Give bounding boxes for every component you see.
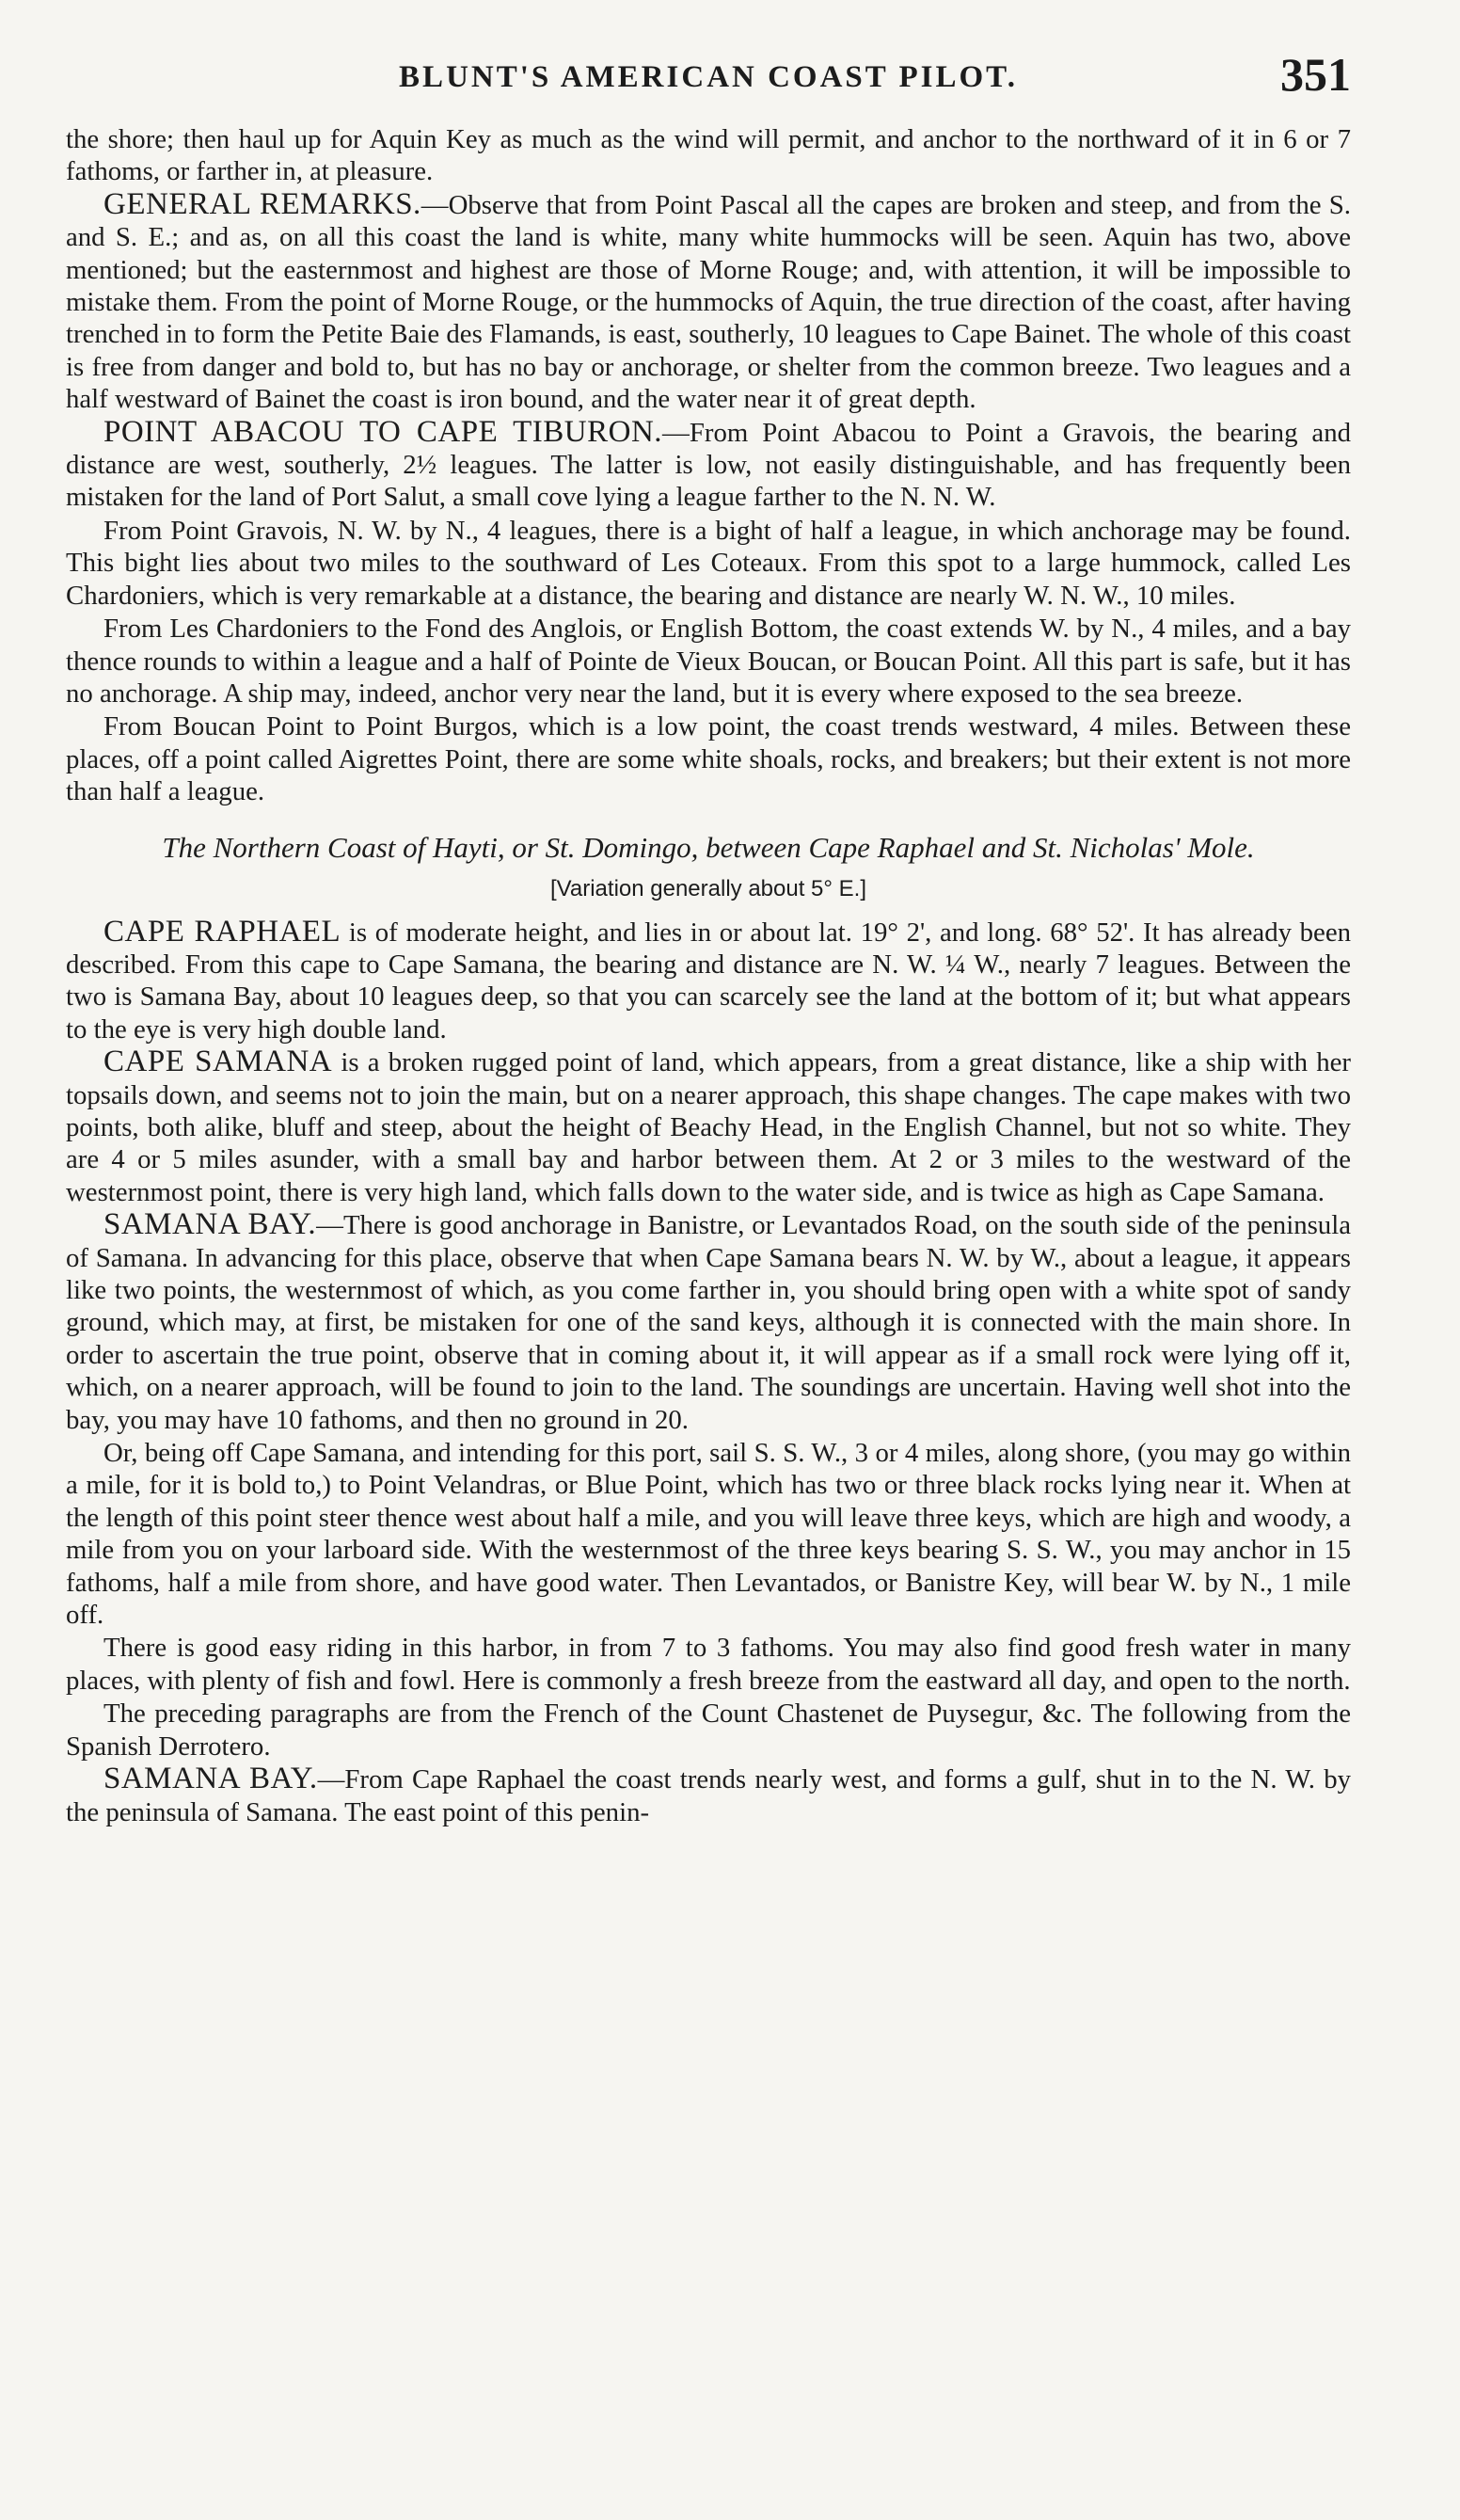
paragraph-text: is a broken rugged point of land, which appears, from a great distance, like a ship with her topsails down, and seems not to join the main, but on a nearer approach, this shape changes. The cape makes with two points, both alike, bluff and steep, about the height of Beachy Head, in the English Channel, but not so white. They are 4 or 5 miles asunder, with a small bay and harbor between them. At 2 or 3 miles to the westward of the westernmost point, there is very high land, which falls down to the water side, and is twice as high as Cape Samana. [66,1047,1351,1207]
section-title: The Northern Coast of Hayti, or St. Domingo, between Cape Raphael and St. Nicholas' Mole. [162,830,1255,864]
body-text-bottom [66,916,1351,1828]
paragraph [66,1631,1351,1697]
paragraph-lead: POINT ABACOU TO CAPE TIBURON. [103,414,663,449]
paragraph [66,1208,1351,1436]
paragraph-text: From Boucan Point to Point Burgos, which is a low point, the coast trends westward, 4 miles. Between these places, off a point called Aigrettes Point, there are some white shoals, rocks, and breakers; but their extent is not more than half a league. [66,711,1351,807]
paragraph-text: Or, being off Cape Samana, and intending for this port, sail S. S. W., 3 or 4 miles, along shore, (you may go within a mile, for it is bold to,) to Point Velandras, or Blue Point, which has two or three black rocks lying near it. When at the length of this point steer thence west about half a mile, and you will leave three keys, which are high and woody, a mile from you on your larboard side. With the westernmost of the three keys bearing S. S. W., you may anchor in 15 fathoms, half a mile from shore, and have good water. Then Levantados, or Banistre Key, will bear W. by N., 1 mile off. [66,1438,1351,1631]
running-title: BLUNT'S AMERICAN COAST PILOT. [399,60,1018,94]
paragraph [66,612,1351,710]
paragraph-lead: SAMANA BAY. [103,1762,318,1796]
paragraph [66,188,1351,416]
paragraph [66,122,1351,188]
paragraph-text: —There is good anchorage in Banistre, or Levantados Road, on the south side of the peninsula of Samana. In advancing for this place, observe that when Cape Samana bears N. W. by W., about a league, it appears like two points, the westernmost of which, as you come farther in, you should bring open with a white spot of sandy ground, which may, at first, be mistaken for one of the sand keys, although it is connected with the main shore. In order to ascertain the true point, observe that in coming about it, it will appear as if a small rock were lying off it, which, on a nearer approach, will be found to join to the land. The soundings are uncertain. Having well shot into the bay, you may have 10 fathoms, and then no ground in 20. [66,1210,1351,1435]
paragraph-text: The preceding paragraphs are from the French of the Count Chastenet de Puysegur, &c. The following from the Spanish Derrotero. [66,1699,1351,1762]
paragraph-text: —From Cape Raphael the coast trends nearly west, and forms a gulf, shut in to the N. W. by the peninsula of Samana. The east point of this penin- [66,1764,1351,1827]
paragraph-text: There is good easy riding in this harbor, in from 7 to 3 fathoms. You may also find good fresh water in many places, with plenty of fish and fowl. Here is commonly a fresh breeze from the eastward all day, and open to the north. [66,1633,1351,1696]
paragraph-text: the shore; then haul up for Aquin Key as much as the wind will permit, and anchor to the northward of it in 6 or 7 fathoms, or farther in, at pleasure. [66,124,1351,187]
paragraph-text: —From Point Abacou to Point a Gravois, the bearing and distance are west, southerly, 2½ leagues. The latter is low, not easily distinguishable, and has frequently been mistaken for the land of Port Salut, a small cove lying a league farther to the N. N. W. [66,417,1351,513]
page [66,47,1351,1828]
body-text-top [66,122,1351,808]
paragraph-lead: CAPE SAMANA [103,1045,333,1079]
paragraph-text: —Observe that from Point Pascal all the capes are broken and steep, and from the S. and S. E.; and as, on all this coast the land is white, many white hummocks will be seen. Aquin has two, above mentioned; but the easternmost and highest are those of Morne Rouge; and, with attention, it will be impossible to mistake them. From the point of Morne Rouge, or the hummocks of Aquin, the true direction of the coast, after having trenched in to form the Petite Baie des Flamands, is east, southerly, 10 leagues to Cape Bainet. The whole of this coast is free from danger and bold to, but has no bay or anchorage, or shelter from the common breeze. Two leagues and a half westward of Bainet the coast is iron bound, and the water near it of great depth. [66,189,1351,415]
paragraph-lead: SAMANA BAY. [103,1207,317,1242]
page-header [66,47,1351,122]
paragraph-text: is of moderate height, and lies in or about lat. 19° 2', and long. 68° 52'. It has already been described. From this cape to Cape Samana, the bearing and distance are N. W. ¼ W., nearly 7 leagues. Between the two is Samana Bay, about 10 leagues deep, so that you can scarcely see the land at the bottom of it; but what appears to the eye is very high double land. [66,917,1351,1045]
paragraph [66,1436,1351,1631]
paragraph [66,514,1351,612]
paragraph [66,916,1351,1046]
paragraph-lead: CAPE RAPHAEL [103,914,341,949]
paragraph-text: From Point Gravois, N. W. by N., 4 leagues, there is a bight of half a league, in which anchorage may be found. This bight lies about two miles to the southward of Les Coteaux. From this spot to a large hummock, called Les Chardoniers, which is very remarkable at a distance, the bearing and distance are nearly W. N. W., 10 miles. [66,515,1351,611]
variation-note: [Variation generally about 5° E.] [549,875,867,901]
paragraph [66,710,1351,807]
paragraph-lead: GENERAL REMARKS. [103,186,421,221]
paragraph-text: From Les Chardoniers to the Fond des Anglois, or English Bottom, the coast extends W. by N., 4 miles, and a bay thence rounds to within a league and a half of Pointe de Vieux Boucan, or Boucan Point. All this part is safe, but it has no anchorage. A ship may, indeed, anchor very near the land, but it is every where exposed to the sea breeze. [66,614,1351,709]
paragraph [66,1045,1351,1208]
paragraph [66,1762,1351,1828]
paragraph [66,1697,1351,1762]
paragraph [66,416,1351,514]
page-number: 351 [1280,48,1351,101]
